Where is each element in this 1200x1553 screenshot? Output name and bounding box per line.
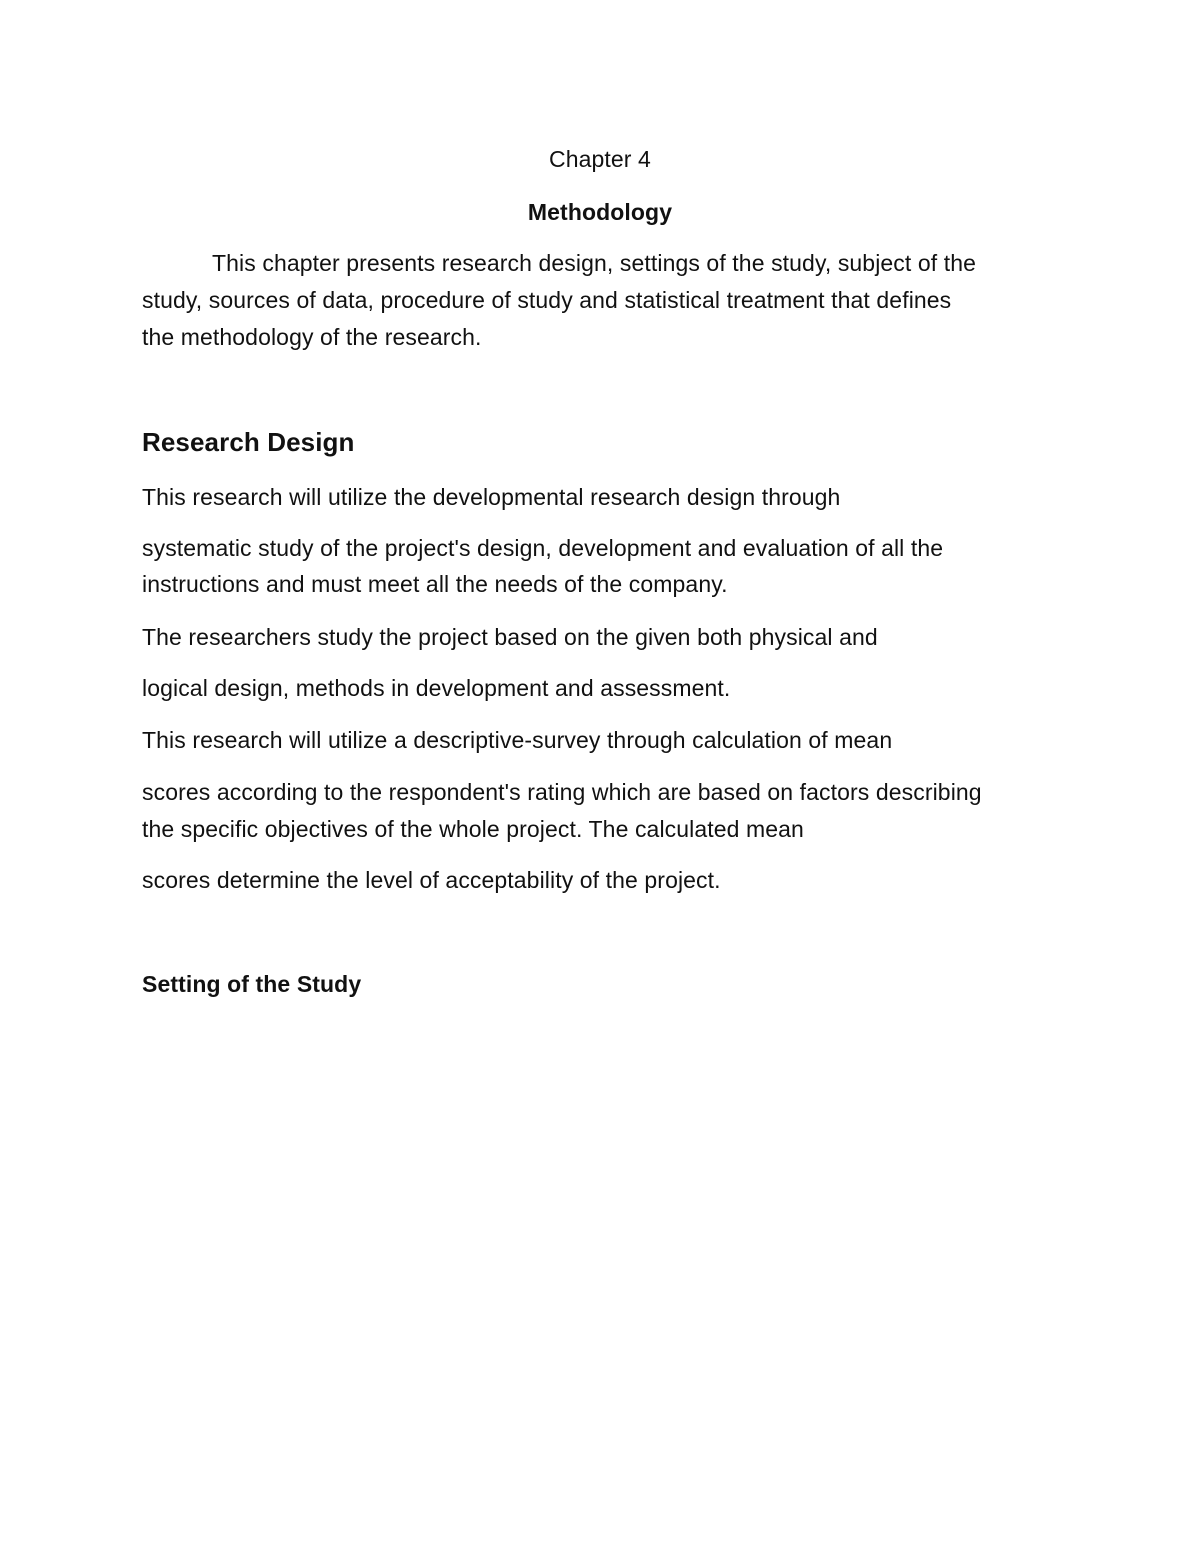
page-title: Methodology xyxy=(527,199,673,225)
research-design-line: scores determine the level of acceptability of the project. xyxy=(142,867,721,893)
research-design-line: logical design, methods in development and assessment. xyxy=(142,675,731,701)
research-design-heading: Research Design xyxy=(142,427,355,457)
intro-line: This chapter presents research design, settings of the study, subject of the xyxy=(212,250,977,276)
research-design-line: The researchers study the project based on the given both physical and xyxy=(142,624,878,650)
research-design-line: scores according to the respondent's rating which are based on factors describing xyxy=(142,779,982,805)
research-design-line: This research will utilize a descriptive-survey through calculation of mean xyxy=(142,727,893,753)
intro-line: the methodology of the research. xyxy=(142,324,482,350)
research-design-line: systematic study of the project's design, development and evaluation of all the xyxy=(142,535,944,561)
research-design-line: This research will utilize the developmental research design through xyxy=(142,484,841,510)
research-design-line: instructions and must meet all the needs of the company. xyxy=(142,571,728,597)
intro-line: study, sources of data, procedure of study and statistical treatment that defines xyxy=(142,287,952,313)
setting-heading: Setting of the Study xyxy=(142,971,362,997)
chapter-label: Chapter 4 xyxy=(549,146,651,172)
research-design-line: the specific objectives of the whole project. The calculated mean xyxy=(142,816,804,842)
